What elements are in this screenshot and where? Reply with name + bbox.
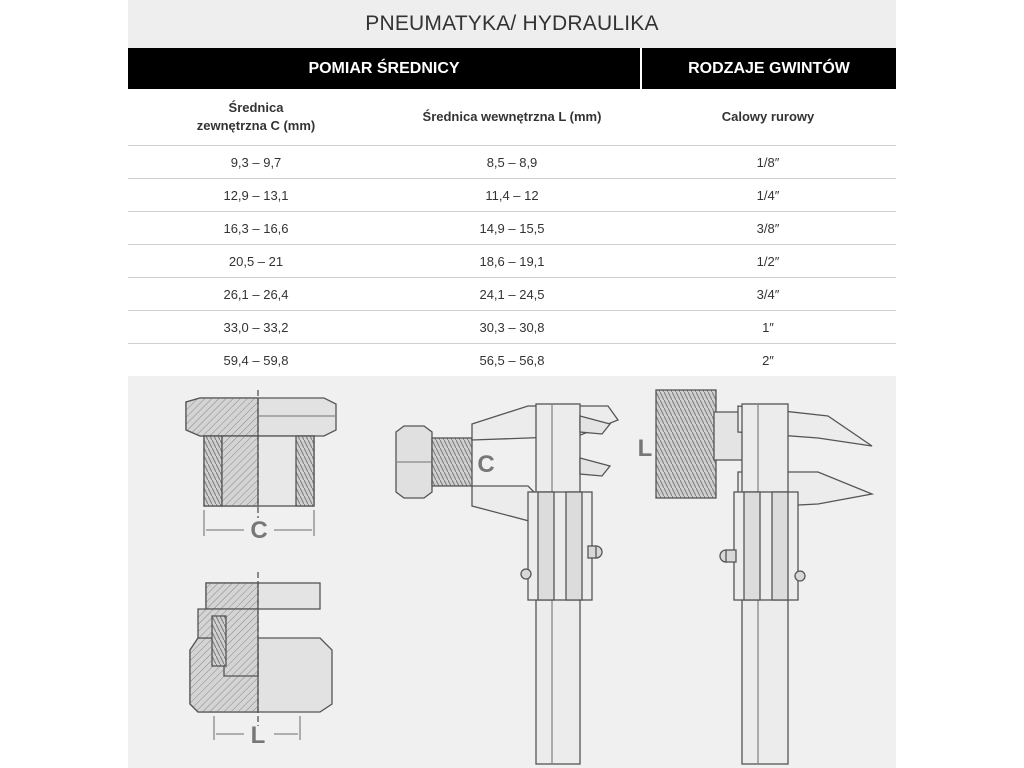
header-threads: RODZAJE GWINTÓW: [688, 59, 850, 77]
label-c-fitting: C: [250, 517, 268, 544]
cell-outer: 12,9 – 13,1: [128, 179, 384, 212]
column-header-outer: [128, 89, 384, 146]
cell-thread: 3/4″: [640, 278, 896, 311]
caliper-outer-diagram: [396, 404, 618, 764]
table-row: [128, 212, 896, 245]
table-row: [128, 245, 896, 278]
cell-inner: 18,6 – 19,1: [384, 245, 640, 278]
cell-thread: 1″: [640, 311, 896, 344]
label-l-fitting: L: [250, 722, 266, 749]
label-l-caliper: L: [637, 435, 653, 462]
cell-inner: 11,4 – 12: [384, 179, 640, 212]
cell-thread: 1/2″: [640, 245, 896, 278]
cell-outer: 9,3 – 9,7: [128, 146, 384, 179]
table-row: [128, 311, 896, 344]
header-measurement: POMIAR ŚREDNICY: [308, 59, 460, 77]
caliper-inner-diagram: [656, 390, 872, 764]
cell-inner: 24,1 – 24,5: [384, 278, 640, 311]
cell-thread: 1/4″: [640, 179, 896, 212]
title-band: [128, 0, 896, 48]
header-band: [128, 48, 896, 89]
table-row: [128, 344, 896, 377]
table-header-row: [128, 89, 896, 146]
fitting-inner-diagram: [190, 572, 332, 740]
cell-inner: 30,3 – 30,8: [384, 311, 640, 344]
diagrams-svg: [128, 376, 896, 768]
cell-inner: 8,5 – 8,9: [384, 146, 640, 179]
cell-outer: 59,4 – 59,8: [128, 344, 384, 377]
cell-thread: 1/8″: [640, 146, 896, 179]
cell-outer: 16,3 – 16,6: [128, 212, 384, 245]
spec-sheet: [128, 0, 896, 768]
table-row: [128, 179, 896, 212]
page-title: PNEUMATYKA/ HYDRAULIKA: [365, 12, 659, 35]
diameter-table: [128, 89, 896, 377]
measurement-diagrams: [128, 376, 896, 768]
cell-thread: 3/8″: [640, 212, 896, 245]
cell-outer: 33,0 – 33,2: [128, 311, 384, 344]
table-row: [128, 278, 896, 311]
cell-outer: 26,1 – 26,4: [128, 278, 384, 311]
cell-inner: 14,9 – 15,5: [384, 212, 640, 245]
label-c-caliper: C: [477, 451, 495, 478]
cell-thread: 2″: [640, 344, 896, 377]
column-header-inner: Średnica wewnętrzna L (mm): [384, 89, 640, 146]
column-header-outer-line2: zewnętrzna C (mm): [196, 118, 316, 133]
fitting-outer-diagram: [186, 390, 336, 536]
column-header-outer-line1: Średnica: [228, 100, 284, 115]
table-row: [128, 146, 896, 179]
column-header-thread: Calowy rurowy: [640, 89, 896, 146]
cell-outer: 20,5 – 21: [128, 245, 384, 278]
cell-inner: 56,5 – 56,8: [384, 344, 640, 377]
